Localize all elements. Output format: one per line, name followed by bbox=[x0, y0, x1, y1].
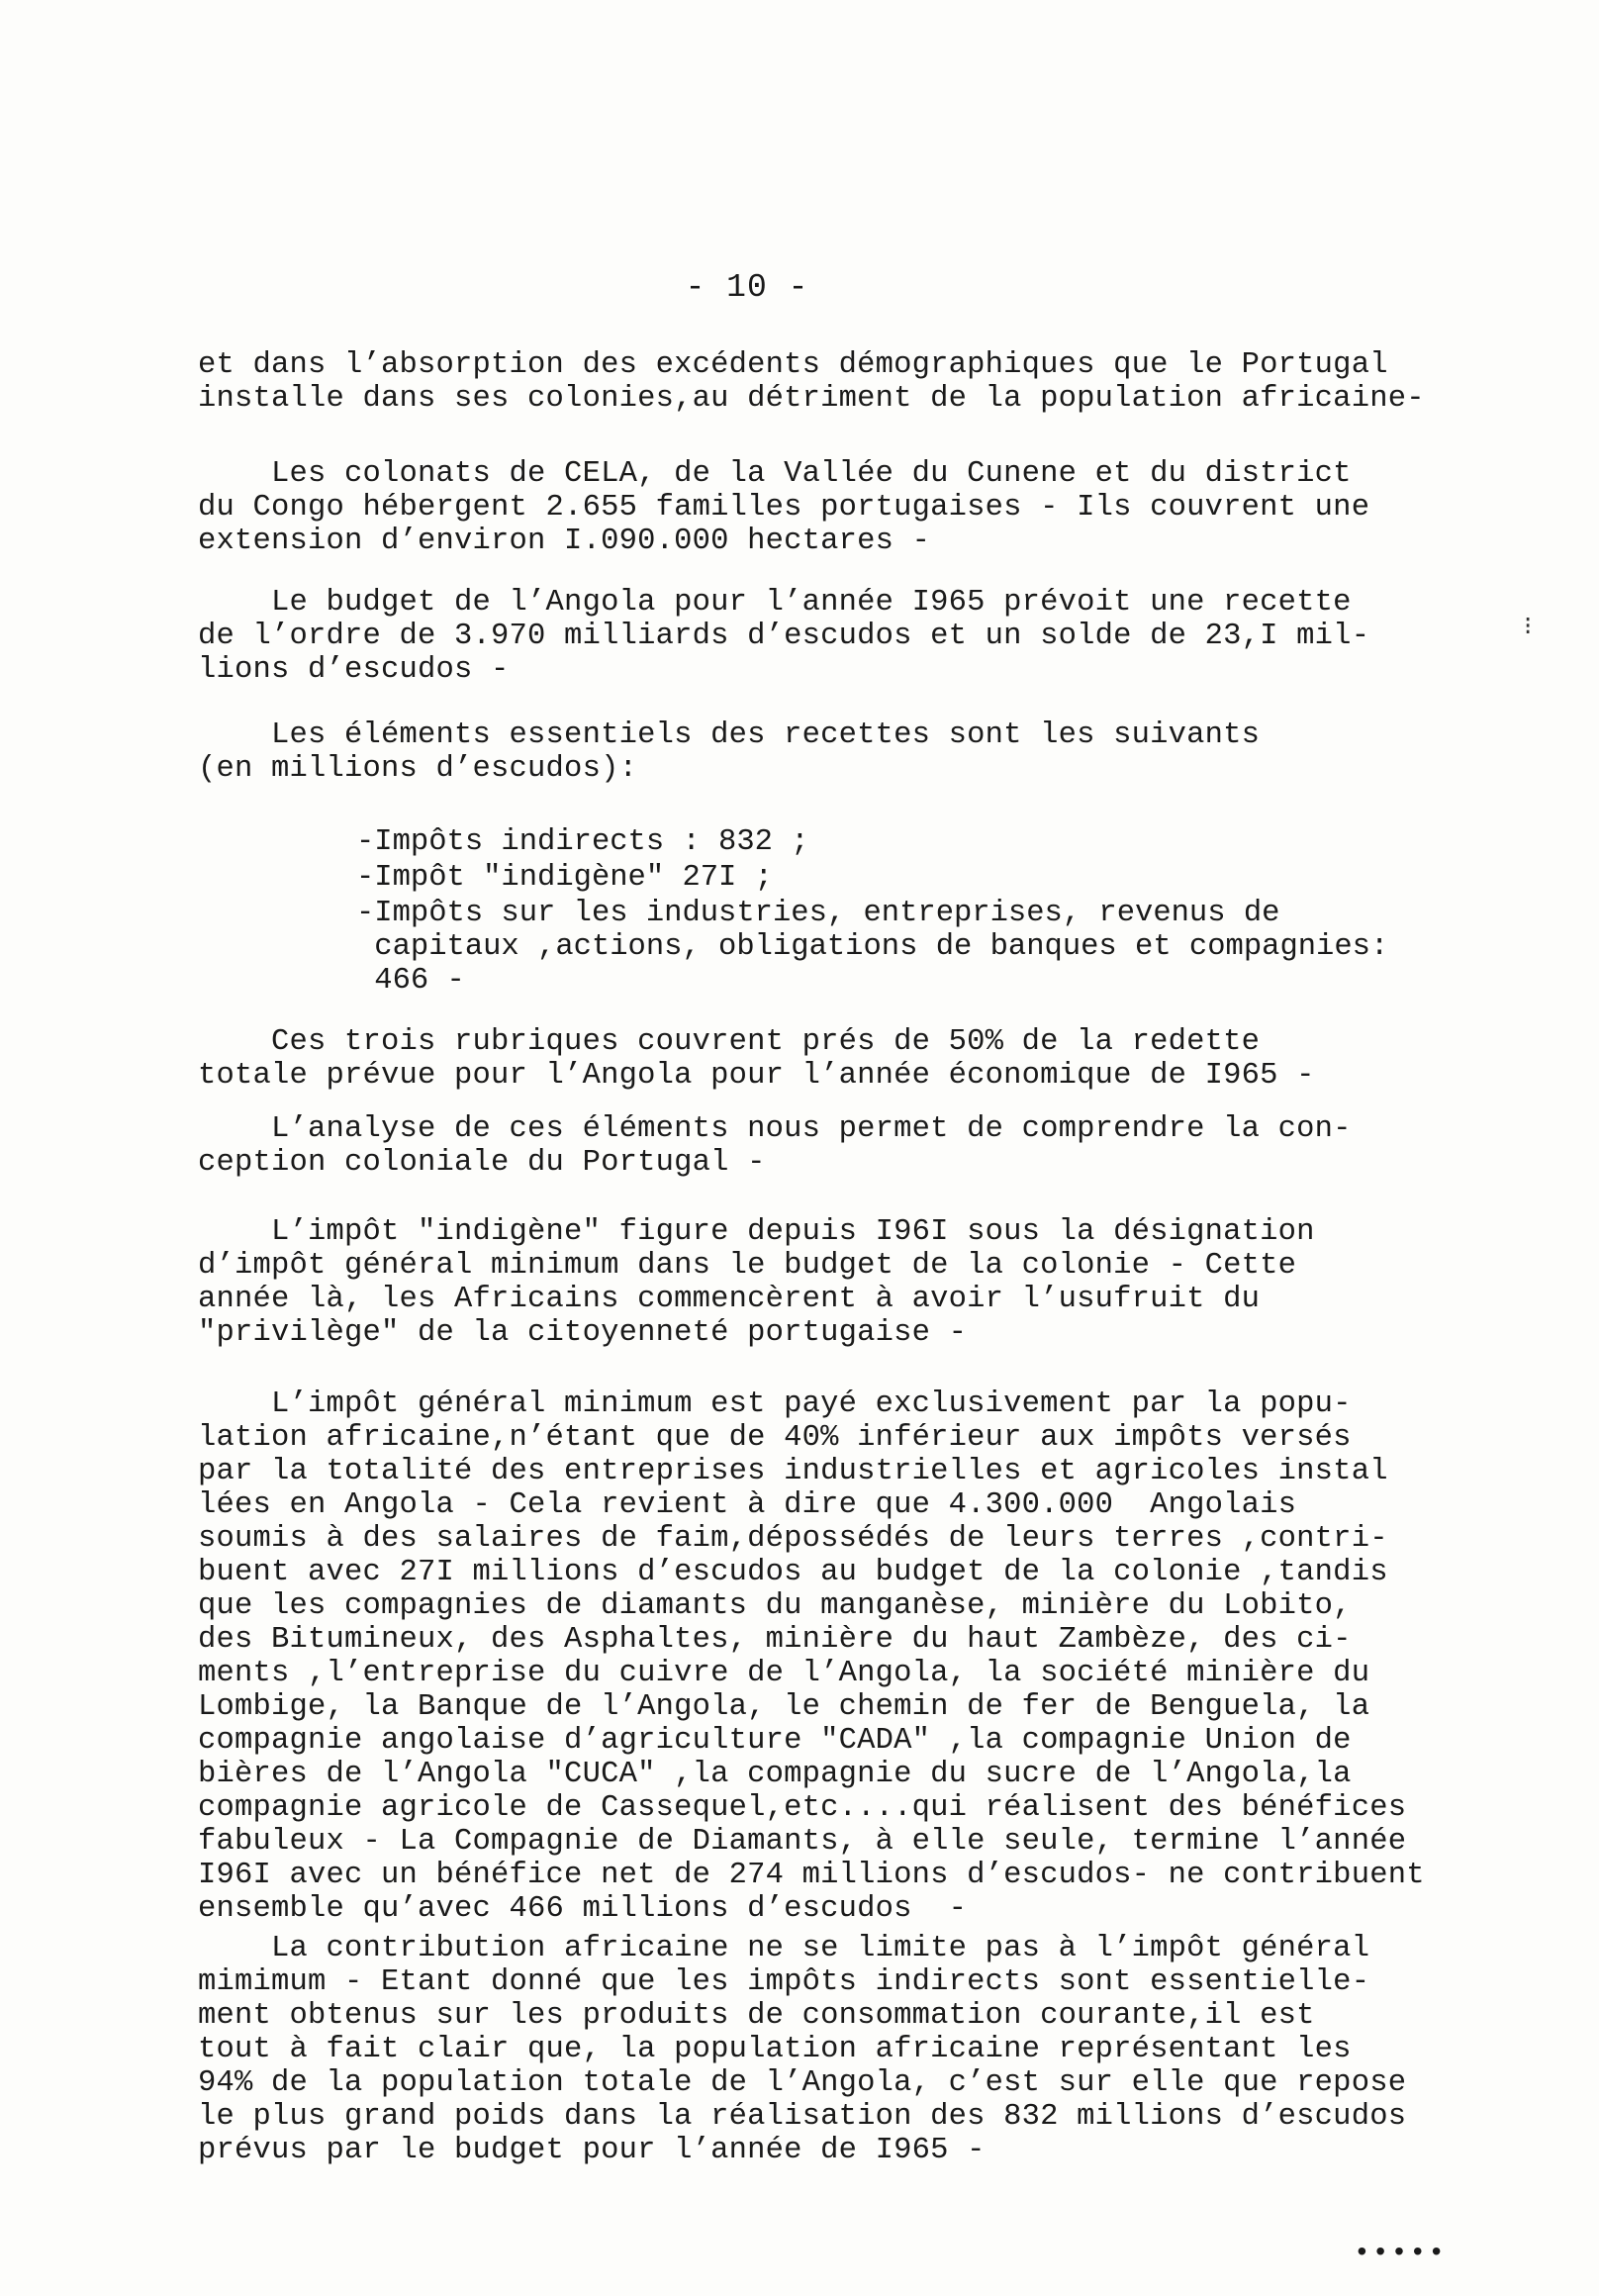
paragraph-5: Ces trois rubriques couvrent prés de 50% de la redette totale prévue pour l’Angola pour l’année économique de I965 - bbox=[198, 1025, 1315, 1093]
paragraph-4: Les éléments essentiels des recettes sont les suivants (en millions d’escudos): bbox=[198, 718, 1261, 786]
list-item: -Impôts sur les industries, entreprises, revenus de capitaux ,actions, obligations de banques et compagnies: 466 - bbox=[356, 897, 1389, 998]
paragraph-9: La contribution africaine ne se limite pas à l’impôt général mimimum - Etant donné que les impôts indirects sont essentielle- ment obtenus sur les produits de consommation courante,il est tout à fait clair que, la population africaine représentant les 94% de la population totale de l’Angola, c’est sur elle que repose le plus grand poids dans la réalisation des 832 millions d’escudos prévus par le budget pour l’année de I965 - bbox=[198, 1932, 1407, 2167]
paragraph-8: L’impôt général minimum est payé exclusivement par la popu- lation africaine,n’étant que de 40% inférieur aux impôts versés par la totalité des entreprises industrielles et agricoles instal lées en Angola - Cela revient à dire que 4.300.000 Angolais soumis à des salaires de faim,dépossédés de leurs terres ,contri- buent avec 27I millions d’escudos au budget de la colonie ,tandis que les compagnies de diamants du manganèse, minière du Lobito, des Bitumineux, des Asphaltes, minière du haut Zambèze, des ci- ments ,l’entreprise du cuivre de l’Angola, la société minière du Lombige, la Banque de l’Angola, le chemin de fer de Benguela, la compagnie angolaise d’agriculture "CADA" ,la compagnie Union de bières de l’Angola "CUCA" ,la compagnie du sucre de l’Angola,la compagnie agricole de Cassequel,etc....qui réalisent des bénéfices fabuleux - La Compagnie de Diamants, à elle seule, termine l’année I96I avec un bénéfice net de 274 millions d’escudos- ne contribuent ensemble qu’avec 466 millions d’escudos - bbox=[198, 1387, 1425, 1926]
list-item: -Impôt "indigène" 27I ; bbox=[356, 861, 773, 895]
paragraph-3: Le budget de l’Angola pour l’année I965 prévoit une recette de l’ordre de 3.970 milliards d’escudos et un solde de 23,I mil- lions d’escudos - bbox=[198, 586, 1370, 687]
list-item: -Impôts indirects : 832 ; bbox=[356, 825, 809, 859]
continuation-dots: ••••• bbox=[1354, 2239, 1448, 2269]
page-number: - 10 - bbox=[685, 269, 809, 306]
paragraph-2: Les colonats de CELA, de la Vallée du Cunene et du district du Congo hébergent 2.655 familles portugaises - Ils couvrent une extension d’environ I.090.000 hectares - bbox=[198, 457, 1370, 558]
paragraph-6: L’analyse de ces éléments nous permet de comprendre la con- ception coloniale du Portugal - bbox=[198, 1112, 1352, 1180]
margin-mark: ⁝ bbox=[1524, 613, 1533, 642]
paragraph-1: et dans l’absorption des excédents démographiques que le Portugal installe dans ses colonies,au détriment de la population africaine- bbox=[198, 348, 1425, 416]
paragraph-7: L’impôt "indigène" figure depuis I96I sous la désignation d’impôt général minimum dans le budget de la colonie - Cette année là, les Africains commencèrent à avoir l’usufruit du "privilège" de la citoyenneté portugaise - bbox=[198, 1215, 1315, 1350]
